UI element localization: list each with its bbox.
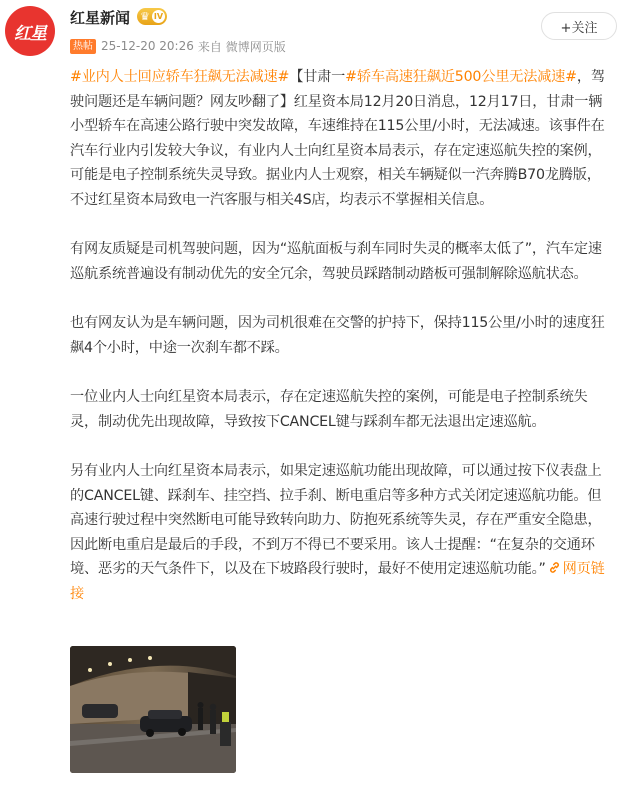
post-header [0,0,630,60]
post-content [70,65,612,631]
post-photo[interactable] [70,646,236,773]
paragraph-5 [70,459,612,606]
paragraph-2: 有网友质疑是司机驾驶问题，因为“巡航面板与刹车同时失灵的概率太低了”，汽车定速巡航系统普遍设有制动优先的安全冗余，驾驶员踩踏制动踏板可强制解除巡航状态。 [70,241,602,282]
link-icon[interactable] [546,561,563,577]
web-link[interactable]: 网页链接 [70,561,605,602]
avatar[interactable]: 红星 [5,6,55,56]
paragraph-3: 也有网友认为是车辆问题，因为司机很难在交警的护持下，保持115公里/小时的速度狂飙4个小时，中途一次刹车都不踩。 [70,315,605,356]
vip-level: IV [153,12,164,21]
post-meta [70,36,286,56]
vip-badge[interactable] [137,8,167,25]
crown-icon: ♛ [140,10,150,23]
follow-button[interactable]: +关注 [541,12,617,40]
post-text: 【甘肃一 [289,69,346,85]
hashtag-link[interactable]: #业内人士回应轿车狂飙无法减速# [70,69,290,85]
paragraph-4: 一位业内人士向红星资本局表示，存在定速巡航失控的案例，可能是电子控制系统失灵，制动优先出现故障，导致按下CANCEL键与踩刹车都无法退出定速巡航。 [70,389,588,430]
account-name[interactable]: 红星新闻 [70,9,131,27]
hot-post-badge: 热帖 [70,39,96,54]
post-source: 来自 微博网页版 [197,39,286,54]
post-text: ，驾驶问题还是车辆问题？网友吵翻了】红星资本局12月20日消息，12月17日，甘肃一辆小型轿车在高速公路行驶中突发故障，车速维持在115公里/小时，无法减速。该事件在汽车行业内引发较大争议，有业内人士向红星资本局表示，存在定速巡航失控的案例，可能是电子控制系统失灵导致。据业内人士观察，相关车辆疑似一汽奔腾B70龙腾版，不过红星资本局致电一汽客服与相关4S店，均表示不掌握相关信息。 [70,69,605,208]
post-text: 另有业内人士向红星资本局表示，如果定速巡航功能出现故障，可以通过按下仪表盘上的CANCEL键、踩刹车、挂空挡、拉手刹、断电重启等多种方式关闭定速巡航功能。但高速行驶过程中突然断电可能导致转向助力、防抱死系统等失灵，存在严重安全隐患，因此断电重启是最后的手段，不到万不得已不要采用。该人士提醒：“在复杂的交通环境、恶劣的天气条件下，以及在下坡路段行驶时，最好不使用定速巡航功能。” [70,463,602,577]
paragraph-1 [70,65,612,212]
hashtag-link[interactable]: #轿车高速狂飙近500公里无法减速# [345,69,577,85]
post-timestamp[interactable]: 25-12-20 20:26 [101,39,194,53]
tunnel-scene-image [70,646,236,773]
